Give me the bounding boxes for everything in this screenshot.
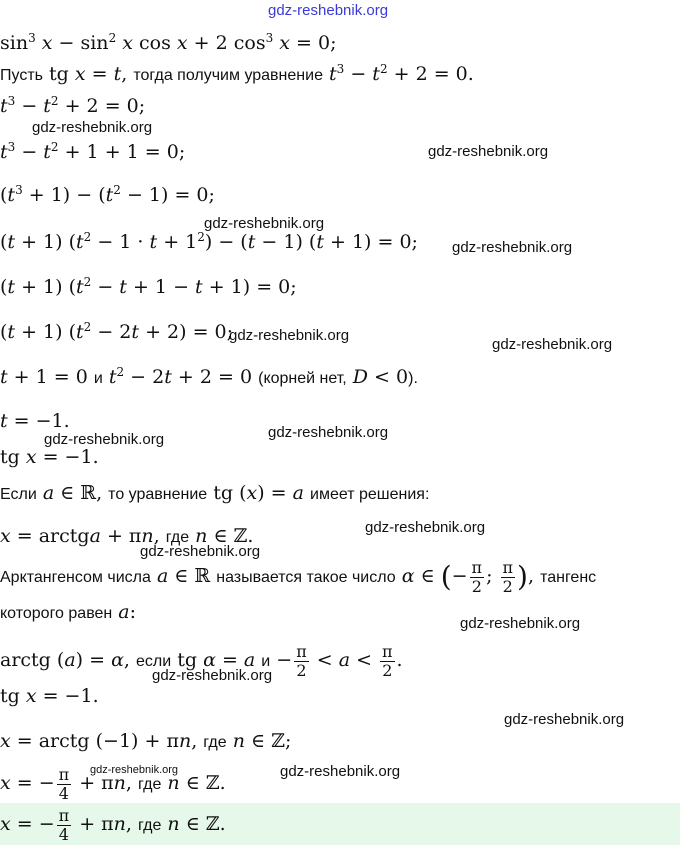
arctan-definition: Арктангенсом числа a ∈ ℝ называется такое число α ∈ (− $\frac{\pi}{2}$ ; $\frac{\pi}{2}$ ), тангенс (0, 557, 597, 596)
watermark: gdz-reshebnik.org (492, 336, 613, 353)
root-t: t = −1. (0, 410, 70, 432)
general-solution: x = arctga + πn, где n ∈ ℤ. (0, 525, 254, 547)
equation-cubic: $t^3 - t^2 + 2 = 0$; (0, 94, 146, 117)
final-answer: x = − $\frac{\pi}{4}$ + πn, где n ∈ ℤ. (0, 805, 226, 844)
tg-equals: tg x = −1. (0, 446, 99, 468)
tg-equals-repeat: tg x = −1. (0, 685, 99, 707)
equation-simplified: (t + 1) $(t^2 - t + 1 - t + 1) = 0$; (0, 275, 297, 298)
general-rule: Если a ∈ ℝ, то уравнение tg (x) = a имеет решения: (0, 482, 430, 504)
substitution-line: Пусть tg x = t, тогда получим уравнение $t^3 - t^2 + 2 = 0$. (0, 62, 474, 85)
watermark: gdz-reshebnik.org (280, 763, 401, 780)
equation-grouped: $(t^3 + 1) - (t^2 - 1) = 0$; (0, 183, 215, 206)
watermark: gdz-reshebnik.org (504, 711, 625, 728)
watermark: gdz-reshebnik.org (428, 143, 549, 160)
equation-factored: (t + 1) $(t^2 - 1 \cdot t + 1^2) - (t - 1) (t + 1) = 0$; (0, 230, 418, 253)
solution-arctg: x = arctg (−1) + πn, где n ∈ ℤ; (0, 730, 292, 752)
watermark: gdz-reshebnik.org (268, 2, 389, 19)
watermark: gdz-reshebnik.org (460, 615, 581, 632)
watermark: gdz-reshebnik.org (90, 764, 179, 776)
watermark: gdz-reshebnik.org (452, 239, 573, 256)
watermark: gdz-reshebnik.org (152, 667, 273, 684)
cases-line: t + 1 = 0 и $t^2 - 2t + 2 = 0$ (корней нет, D < 0). (0, 365, 418, 388)
arctan-formula: arctg (a) = α, если tg α = a и − $\frac{\pi}{2}$ < a < $\frac{\pi}{2}$ . (0, 641, 403, 680)
equation-product: (t + 1) $(t^2 - 2t + 2) = 0$; (0, 320, 234, 343)
watermark: gdz-reshebnik.org (204, 215, 325, 232)
watermark: gdz-reshebnik.org (365, 519, 486, 536)
equation-original: $\sin^3 x - \sin^2 x$ cos x + 2 $\cos^3 x = 0$; (0, 31, 337, 54)
solution-pi4: x = − $\frac{\pi}{4}$ + πn, где n ∈ ℤ. (0, 764, 226, 803)
watermark: gdz-reshebnik.org (229, 327, 350, 344)
watermark: gdz-reshebnik.org (268, 424, 389, 441)
arctan-definition-cont: которого равен a: (0, 601, 137, 623)
watermark: gdz-reshebnik.org (32, 119, 153, 136)
watermark: gdz-reshebnik.org (140, 543, 261, 560)
equation-split: $t^3 - t^2 + 1 + 1 = 0$; (0, 140, 186, 163)
watermark: gdz-reshebnik.org (44, 431, 165, 448)
